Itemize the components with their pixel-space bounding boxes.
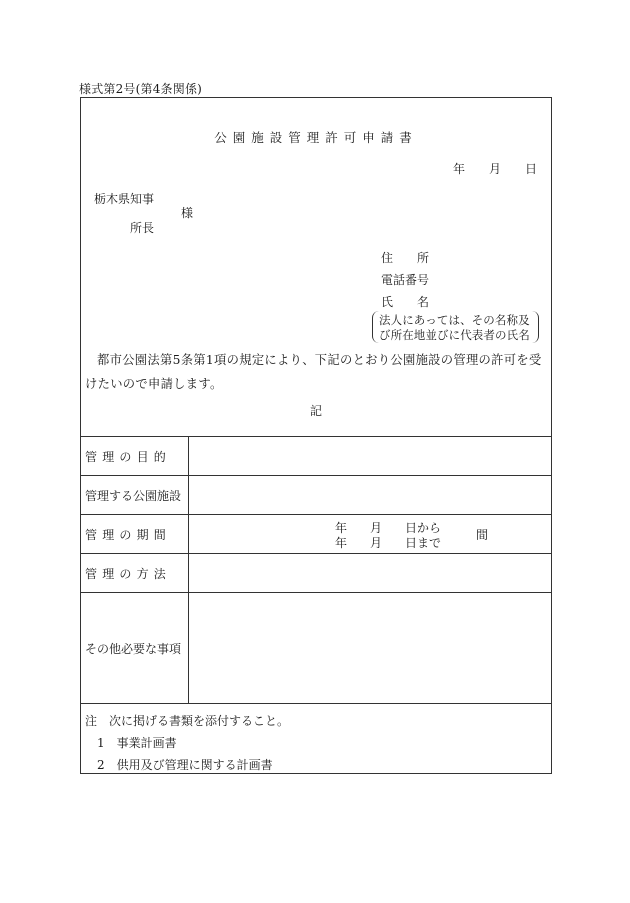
date-year: 年 [453, 162, 466, 176]
phone-label: 電話番号 [381, 273, 430, 287]
period-label: 管理の期間 [85, 528, 172, 542]
column-divider [188, 436, 189, 703]
note-item: 2 供用及び管理に関する計画書 [97, 758, 273, 772]
divider [81, 553, 551, 554]
date-day: 日 [525, 162, 538, 176]
note-heading: 注 次に掲げる書類を添付すること。 [85, 714, 290, 728]
divider [81, 475, 551, 476]
period-to-month: 月 [370, 536, 383, 550]
period-from-month: 月 [370, 521, 383, 535]
addressee-governor: 栃木県知事 [94, 192, 155, 206]
form-title: 公園施設管理許可申請書 [214, 130, 418, 145]
method-label: 管理の方法 [85, 567, 172, 581]
name-label: 氏 名 [381, 295, 430, 309]
divider [81, 703, 551, 704]
period-from-year: 年 [335, 521, 348, 535]
note-item: 1 事業計画書 [97, 736, 177, 750]
corporation-note-bracket [372, 311, 539, 343]
purpose-label: 管理の目的 [85, 450, 172, 464]
period-to-day: 日まで [405, 536, 442, 550]
facility-label: 管理する公園施設 [85, 489, 182, 503]
divider [81, 436, 551, 437]
addressee-honorific: 様 [181, 206, 194, 220]
divider [81, 514, 551, 515]
period-duration: 間 [476, 528, 489, 542]
date-month: 月 [489, 162, 502, 176]
address-label: 住 所 [381, 251, 430, 265]
addressee-chief: 所長 [130, 221, 155, 235]
period-to-year: 年 [335, 536, 348, 550]
other-label: その他必要な事項 [85, 642, 182, 656]
corporation-note-line1: 法人にあっては、その名称及 [379, 313, 530, 327]
period-from-day: 日から [405, 521, 442, 535]
form-number: 様式第2号(第4条関係) [79, 82, 203, 96]
ki-marker: 記 [309, 404, 322, 418]
divider [81, 592, 551, 593]
application-statement: 都市公園法第5条第1項の規定により、下記のとおり公園施設の管理の許可を受けたいので申請します。 [85, 353, 542, 391]
application-form [80, 97, 552, 774]
corporation-note-line2: び所在地並びに代表者の氏名 [379, 328, 530, 342]
